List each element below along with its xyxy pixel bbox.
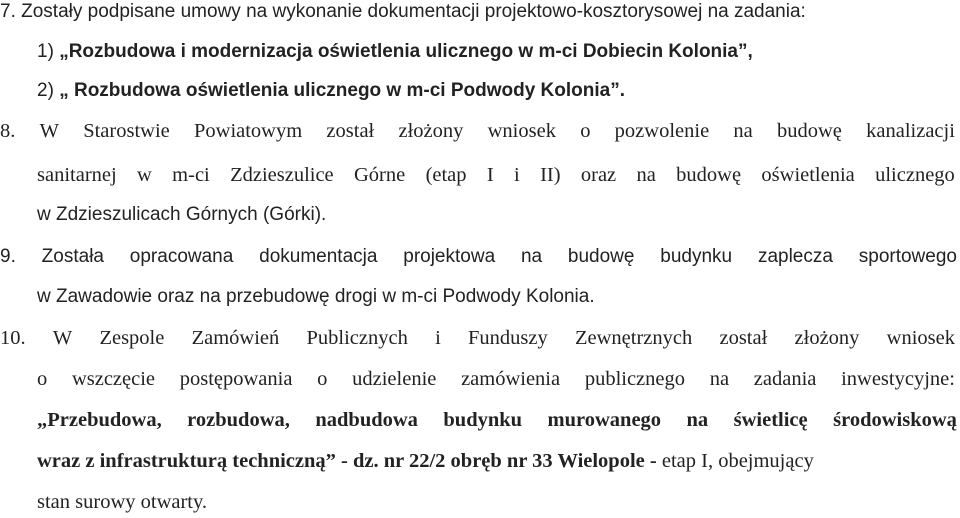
word: na: [520, 246, 543, 267]
item-10-line-1: [0, 326, 955, 350]
word: Funduszy: [468, 327, 548, 349]
word: oświetlenia: [761, 164, 855, 186]
word: m-ci: [172, 164, 210, 186]
word: wniosek: [487, 120, 556, 142]
item-7-sub-1-number: 1): [37, 41, 54, 62]
word: na: [636, 164, 656, 186]
word: projektowa: [403, 246, 496, 267]
word: budowę: [567, 246, 635, 267]
item-10-line-5: stan surowy otwarty.: [37, 491, 208, 513]
word: postępowania: [179, 368, 293, 390]
word: świetlicę: [733, 409, 808, 431]
item-9-line-1: [0, 245, 957, 269]
word: budynku: [443, 409, 523, 431]
item-10-line-4-bold: wraz z infrastrukturą techniczną” - dz. nr 22/2 obręb nr 33 Wielopole -: [37, 450, 657, 472]
word: złożony: [398, 120, 464, 142]
item-8-line-3: w Zdzieszulicach Górnych (Górki).: [37, 204, 327, 225]
word: Zewnętrznych: [574, 327, 693, 349]
word: na: [709, 368, 730, 390]
word: o: [317, 368, 328, 390]
item-8-line-1: [0, 119, 955, 143]
word: rozbudowa,: [187, 409, 290, 431]
word: Zespole: [99, 327, 165, 349]
item-7-sub-1: [37, 40, 753, 64]
item-10-line-4: [37, 449, 814, 473]
item-9-line-2: w Zawadowie oraz na przebudowę drogi w m-ci Podwody Kolonia.: [37, 286, 595, 307]
word: murowanego: [547, 409, 662, 431]
word: Powiatowym: [193, 120, 303, 142]
word: o: [37, 368, 48, 390]
word: złożony: [794, 327, 860, 349]
word: w: [137, 164, 152, 186]
word: wniosek: [886, 327, 955, 349]
word: zaplecza: [757, 246, 833, 267]
word: 8.: [0, 120, 16, 142]
word: Starostwie: [83, 120, 170, 142]
word: i: [435, 327, 441, 349]
word: W: [52, 327, 73, 349]
word: oraz: [580, 164, 617, 186]
word: i: [514, 164, 520, 186]
word: ulicznego: [875, 164, 955, 186]
word: dokumentacja: [259, 246, 378, 267]
word: (etap: [425, 164, 467, 186]
word: 9.: [0, 246, 16, 267]
word: Górne: [354, 164, 406, 186]
word: nadbudowa: [315, 409, 418, 431]
word: I: [486, 164, 494, 186]
word: Zamówień: [191, 327, 280, 349]
item-7-sub-2: [37, 79, 625, 103]
word: pozwolenie: [614, 120, 710, 142]
item-10-line-2: [37, 367, 955, 391]
word: Zdzieszulice: [230, 164, 334, 186]
item-7-sub-2-text: „ Rozbudowa oświetlenia ulicznego w m-ci Podwody Kolonia”.: [59, 80, 626, 101]
item-7-sub-1-text: „Rozbudowa i modernizacja oświetlenia ulicznego w m-ci Dobiecin Kolonia”,: [59, 41, 753, 62]
item-8-line-2: [37, 163, 955, 187]
word: na: [686, 409, 709, 431]
word: budowę: [676, 164, 742, 186]
word: Publicznych: [306, 327, 408, 349]
word: środowiskową: [833, 409, 957, 431]
item-10-line-4-rest: etap I, obejmujący: [656, 450, 814, 472]
word: sanitarnej: [37, 164, 117, 186]
word: o: [580, 120, 591, 142]
word: został: [719, 327, 768, 349]
word: sportowego: [858, 246, 957, 267]
word: budynku: [660, 246, 733, 267]
word: inwestycyjne:: [841, 368, 955, 390]
word: „Przebudowa,: [37, 409, 162, 431]
word: wszczęcie: [71, 368, 156, 390]
word: publicznego: [584, 368, 686, 390]
word: Została: [41, 246, 104, 267]
word: kanalizacji: [866, 120, 955, 142]
word: na: [733, 120, 753, 142]
word: zadania: [753, 368, 817, 390]
word: 10.: [0, 327, 26, 349]
word: udzielenie: [352, 368, 437, 390]
item-10-line-3: [37, 408, 957, 432]
item-7-line-1: 7. Zostały podpisane umowy na wykonanie dokumentacji projektowo-kosztorysowej na zadania:: [0, 1, 806, 22]
item-7-sub-2-number: 2): [37, 80, 54, 101]
word: II): [540, 164, 561, 186]
word: zamówienia: [461, 368, 561, 390]
word: opracowana: [129, 246, 234, 267]
word: W: [39, 120, 59, 142]
word: budowę: [777, 120, 842, 142]
word: został: [326, 120, 375, 142]
